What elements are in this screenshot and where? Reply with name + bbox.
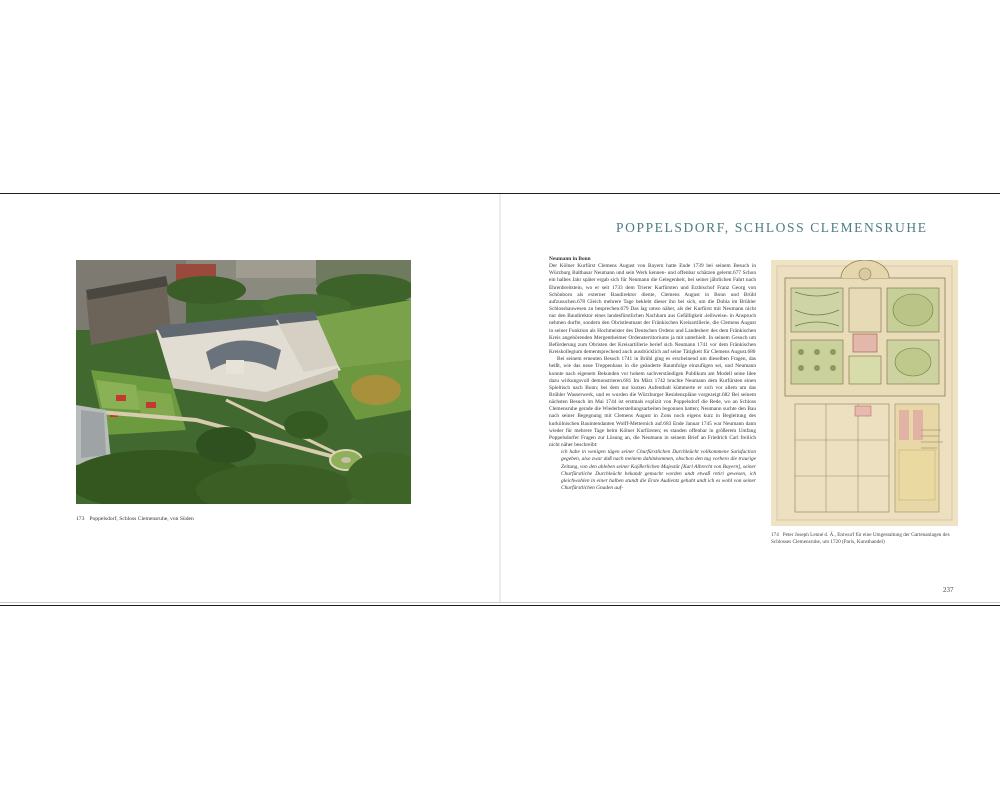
section-subheading: Neumann in Bonn [549,256,591,262]
book-gutter [499,194,501,603]
caption-number: 173 [76,516,85,522]
chapter-heading: POPPELSDORF, SCHLOSS CLEMENSRUHE [616,220,928,235]
paragraph-2: Bei seinem erneuten Besuch 1741 in Brühl ging es erscheinend um dieselben Fragen, das heißt, wie das neue Treppenhaus in die geänderte Raumfolge einzufügen sei, und Neumann konnte nach eigenem Bekunden vor hohem sachverständigen Publikum am Modell seine Idee dazu wirkungsvoll demonstrieren.681 Im März 1742 brachte Neumann dem Kurfürsten einen Spieltisch nach Bonn; bei dem nur kurzen Aufenthalt kümmerte er sich vor allem um das Brühler Wasserwerk, und es wurden die Würzburger Residenzpläne vorgezeigt.682 Bei seinem nächsten Besuch im Mai 1744 ist erstmals explizit von Poppelsdorf die Rede, wo an Schloss Clemensruhe gerade die Wiederherstellungsarbeiten begonnen hatten; Neumann suchte den Bau nach seiner Begegnung mit Clemens August in Zons noch eigens kurz in Begleitung des kurkölnischen Bauintendanten Wolff-Metternich auf.683 Ende Januar 1745 war Neumann dann wieder für mehrere Tage beim Kölner Kurfürsten; es standen offenbar in größerem Umfang Poppelsdorfer Fragen zur Lösung an, die Neumann in seinem Brief an Friedrich Carl freilich nicht näher beschreibt: [549,356,756,449]
caption-text: Poppelsdorf, Schloss Clemensruhe, von Süden [89,516,194,522]
aerial-photo [76,260,411,504]
garden-plan-drawing [771,260,958,526]
book-spread [0,193,1000,606]
caption-text: Peter Joseph Lenné d. Ä., Entwurf für eine Umgestaltung der Gartenanlagen des Schlosses Clemensruhe, um 1720 (Paris, Kunsthandel) [771,532,950,545]
photo-caption [76,516,194,522]
page-number: 237 [943,586,954,594]
quotation: ich habe in wenigen tägen seiner Churfürstlichen Durchleücht vollkommene Satisfaction gegeben, also zwar daß nach meinem dahinkommen, obschon den tag vorhero die traurige Zeitung, von den ableben seiner Kaÿßerlichen Majestät [Karl Albrecht von Bayern], seiner Churfürstliche Durchleücht bekandt gemacht worden undt etwaß retiri gewesen, ich gleichwohlen in einer halben stundt die Erste Audientz gehabt undt ich es wohl von seiner Churfürstlichen Gnaden auf- [561,449,756,491]
body-text-column [549,256,756,576]
plan-caption [771,532,958,546]
caption-number: 174 [771,532,779,538]
paragraph-1: Der Kölner Kurfürst Clemens August von Bayern hatte Ende 1739 bei seinem Besuch in Würzburg Balthasar Neumann und sein Werk kennen- und offenbar schätzen gelernt.677 Schon ein halbes Jahr später ergab sich für Neumann die Gelegenheit, bei seiner jährlichen Fahrt nach Ehrenbreitstein, wo er seit 1733 dem Trierer Kurfürsten und Erzbischof Franz Georg von Schönborn als externer Baudirektor diente, Clemens August in Bonn und Brühl aufzusuchen.678 Gleich mehrere Tage beklebt dieser ihn bei sich, um die Dubia im Brühler Schlossbauwesen zu besprechen.679 Das lag umso näher, als der Kurfürst mit Neumann nicht nur den Baudirektor eines landesfürstlichen Nachbarn aus Gefälligkeit ›leihweise‹ in Anspruch nehmen durfte, sondern den Obristleutnant der Fränkischen Kreisartillerie, die Clemens August in seiner Funktion als Hochmeister des Deutschen Ordens und Landesherr des dem Fränkischen Kreis angehörenden Mergentheimer Ordensterritoriums ja mit unterhielt. In seinem Gesuch um Beförderung zum Obristen der Kreisartillerie berief sich Neumann 1741 vor dem Fränkischen Kreiskollegium dementsprechend auch ausdrücklich auf seine Tätigkeit für Clemens August.680 [549,263,756,356]
